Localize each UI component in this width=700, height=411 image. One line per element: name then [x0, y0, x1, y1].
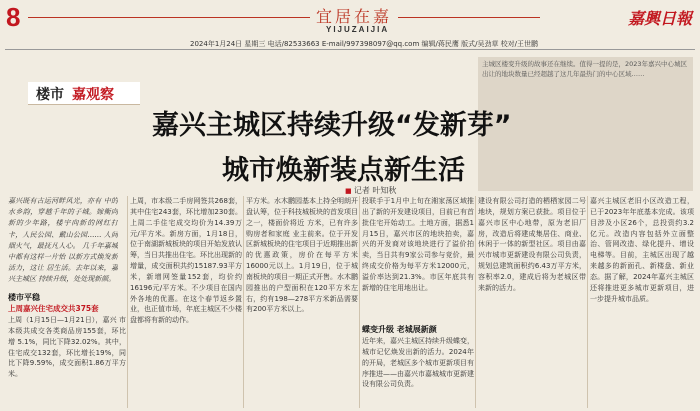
photo-caption-text: 主城区楼变升级的故事还在继续。值得一提的是，2023年嘉兴中心城区出让的地块数量已经超越了这几年最热门的中心区域…… — [482, 60, 688, 78]
headline-line-2: 城市焕新装点新生活 — [222, 155, 465, 186]
article-column-6: 嘉兴主城区老旧小区改造工程，已于2023年年底基本完成。该项目涉及小区26个，总投资约3.2亿元。改造内容包括外立面整治、管网改造、绿化提升、增设电梯等。目前，主城区出现了越来越多的新面孔、新楼盘、新业态。据了解，2024年嘉兴主城区还将推进更多城市更新项目，进一步提升城市品质。 — [590, 197, 694, 303]
subheading-detail: 上周嘉兴住宅成交共375套 — [8, 304, 99, 313]
header-rule — [5, 49, 695, 50]
column-name-a: 楼市 — [36, 87, 64, 103]
lead-paragraph: 嘉兴既有古运河畔风光，亦有 中的水乡韵，穿越千年的子城。嫁衡向新的少年路，楼宇向新的网红打卡，人民公园、戴山公园…… 人间烟火气，最抚凡人心。 几千年嘉城中都有这样一片怡 以新方式焕发新活力，这让 居生活。去年以来，嘉兴主城区 持续升级，处处现新颜。 — [8, 197, 118, 284]
headline-line-1: 嘉兴主城区持续升级“发新芽” — [152, 110, 512, 141]
issue-meta: 2024年1月24日 星期三 电话/82533663 E-mail/997398097@qq.com 编辑/蒋民鹰 版式/吴劲草 校对/王世鹏 — [190, 40, 539, 48]
column-divider — [587, 196, 588, 408]
header-divider — [28, 17, 540, 18]
subheading: 楼市平稳 — [8, 293, 40, 302]
section-title: 宜居在嘉 — [310, 4, 398, 27]
column-divider — [243, 196, 244, 408]
subheading-upgrade: 蝶变升级 老城展新颜 — [362, 325, 437, 334]
article-column-1: 上周（1月15日—1月21日），嘉兴 市本级共成交各类商品房155套，环比增 5.1%，同比下降32.02%。其中，住宅成交132套，环比增长19%，同比下降9.59%，成交面积1.86万平方米。 — [8, 316, 126, 379]
column-divider — [475, 196, 476, 408]
page-header — [0, 0, 700, 38]
column-divider — [359, 196, 360, 408]
article-column-4: 投联手于1月中上旬在湘家荡区域推出了新的开发建设项目，目前已有首批住宅开始动工。土地方面，据悉1月15日，嘉兴市区的地块拍卖，嘉兴的开发商对该地块进行了溢价拍卖，当日共有9家公司参与竞价，最终成交价格为每平方米12000元，溢价率达到21.3%。市区年底共有新增的住宅用地出让。 — [362, 197, 474, 292]
article-column-5: 建设有限公司打造的栖栖家园二号地块，规划方案已获批。项目位于嘉兴市区中心地带，原为老旧厂房，改造后将建成集居住、商业、休闲于一体的新型社区。项目由嘉兴市城市更新建设有限公司负责，规划总建筑面积约6.43万平方米，容积率2.0，建成后将为老城区带来新的活力。 — [478, 197, 586, 292]
newspaper-masthead: 嘉興日報 — [627, 9, 692, 28]
byline: ■ 记者 叶知秋 — [345, 185, 396, 196]
article-column-2: 上周，市本级二手房网签共268套，其中住宅243套，环比增加230套。上周二手住宅成交均价为14.39万元/平方米。新房方面，1月18日，位于南湖新城板块的项目开始发放认筹，当日共推出住宅。环比出现新的增量，成交面积共约15187.93平方米，新增网签量152套，均价约16196元/平方米。不少项目在国内外各地的优惠。在这个春节返乡置业，也正值市场，年底主城区不少楼盘都将有新的动作。 — [130, 197, 242, 325]
section-pinyin: YIJUZAIJIA — [326, 25, 390, 34]
article-column-3: 平方米。水木鹏园基本上持全明朗开盘认筹，位于科技城板块的首发项目之一，楼面价将近 方米，已有许多购房者和家庭 业主前来。位于开发区新城板块的住宅项目于近期推出新的优惠政策，房价在每平方米16000元以上。1月19日，位于城南板块的项目一期正式开售。水木鹏园推出的户型面积在120平方米左右，约有198—278平方米新品需要有200平方米以上。 — [246, 197, 358, 314]
article-column-4b: 近年来，嘉兴主城区持续升级蝶变，城市记忆焕发出新的活力。2024年的开局，老城区多个城市更新项目有序推进——由嘉兴市嘉城城市更新建设有限公司负责。 — [362, 337, 474, 389]
column-divider — [127, 196, 128, 408]
column-name-b: 嘉观察 — [72, 87, 114, 103]
page-number: 8 — [6, 2, 21, 32]
